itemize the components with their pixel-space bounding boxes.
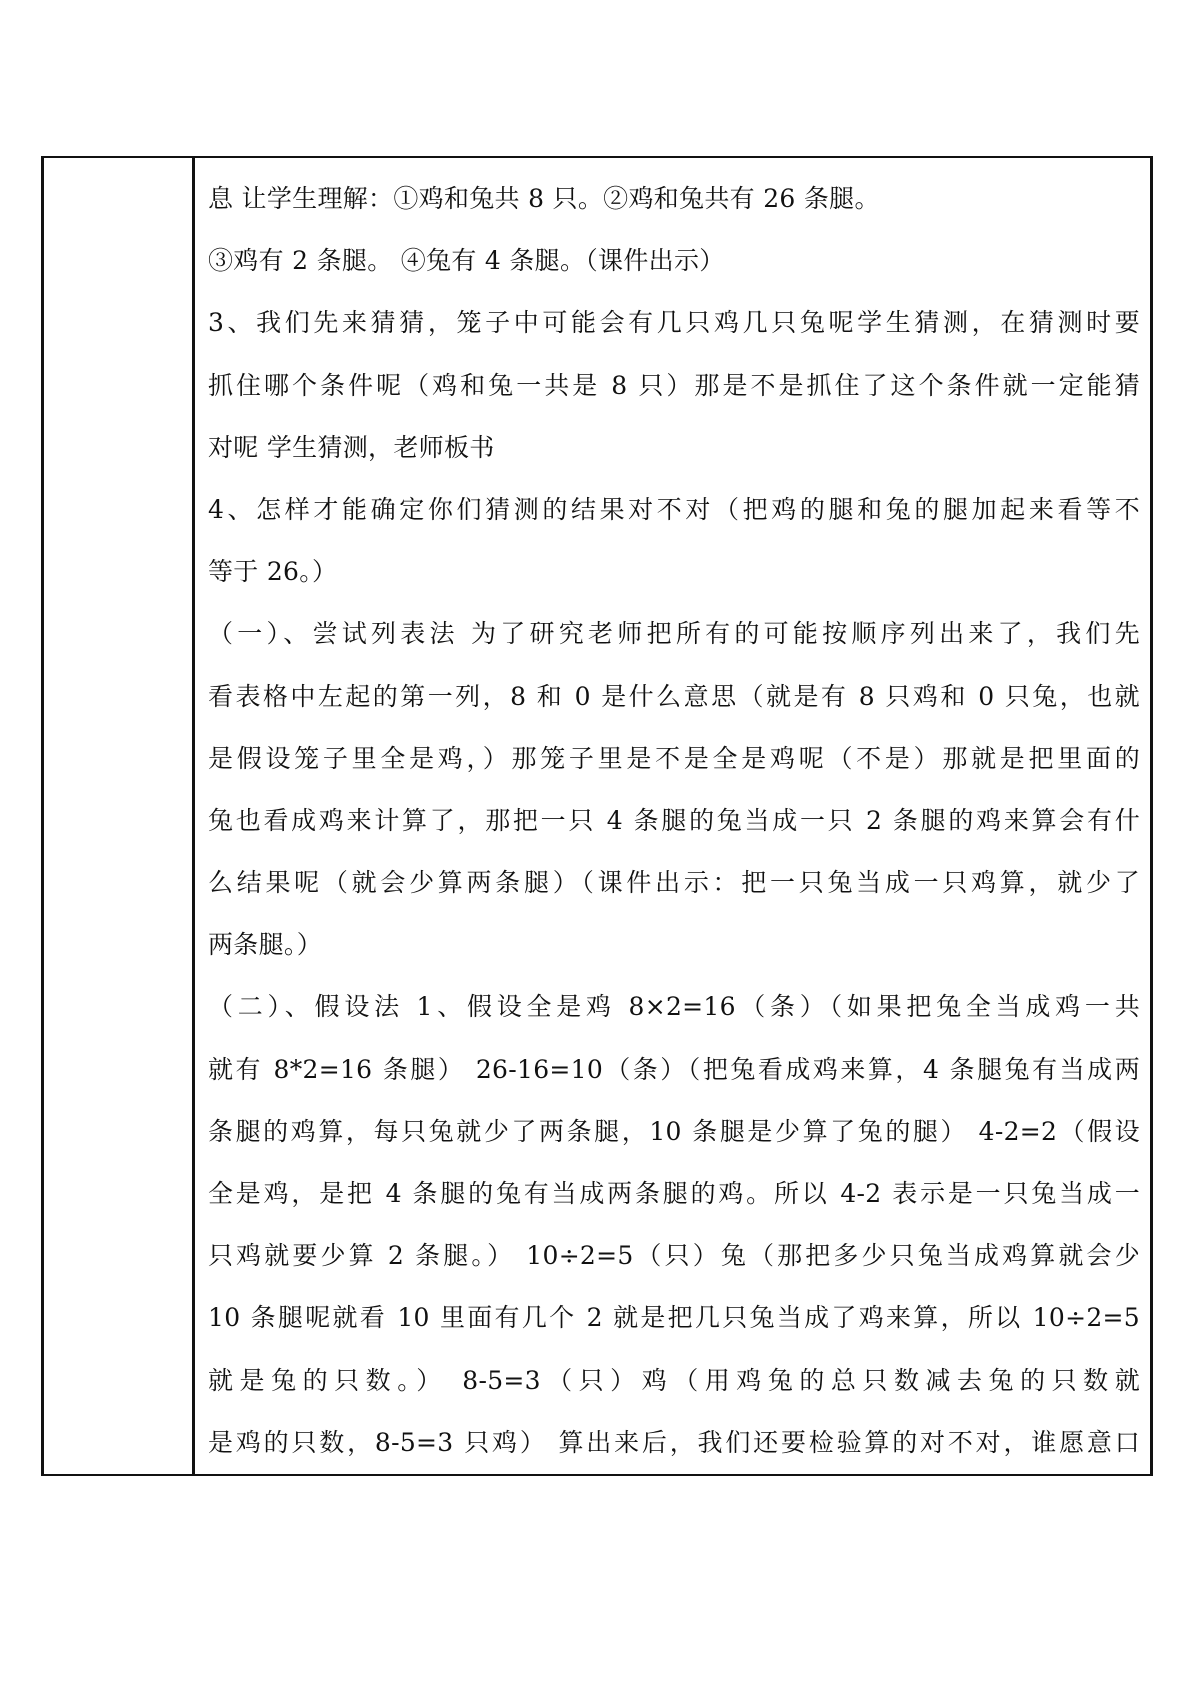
text-line-9: 看表格中左起的第一列，8 和 0 是什么意思（就是有 8 只鸡和 0 只兔，也就 bbox=[208, 681, 1140, 711]
table-row bbox=[43, 157, 1152, 1475]
text-line-5: 对呢 学生猜测，老师板书 bbox=[208, 432, 495, 462]
text-line-18: 只鸡就要少算 2 条腿。） 10÷2=5（只）兔（那把多少只兔当成鸡算就会少 bbox=[208, 1241, 1140, 1271]
text-line-19: 10 条腿呢就看 10 里面有几个 2 就是把几只兔当成了鸡来算，所以 10÷2=5 bbox=[208, 1303, 1140, 1333]
text-line-3: 3、我们先来猜猜，笼子中可能会有几只鸡几只兔呢学生猜测，在猜测时要 bbox=[208, 308, 1140, 338]
lesson-plan-table bbox=[41, 156, 1153, 1476]
left-label-cell bbox=[43, 157, 194, 1475]
text-line-15: 就有 8*2=16 条腿） 26-16=10（条）（把兔看成鸡来算，4 条腿兔有当成两 bbox=[208, 1054, 1140, 1084]
text-line-7: 等于 26。） bbox=[208, 557, 338, 587]
text-line-14: （二）、假设法 1、假设全是鸡 8×2=16（条）（如果把兔全当成鸡一共 bbox=[208, 992, 1140, 1022]
text-line-20: 就是兔的只数。） 8-5=3（只）鸡（用鸡兔的总只数减去兔的只数就 bbox=[208, 1365, 1140, 1395]
content-cell bbox=[194, 157, 1152, 1475]
text-line-6: 4、怎样才能确定你们猜测的结果对不对（把鸡的腿和兔的腿加起来看等不 bbox=[208, 494, 1140, 524]
text-line-10: 是假设笼子里全是鸡，）那笼子里是不是全是鸡呢（不是）那就是把里面的 bbox=[208, 743, 1140, 773]
text-line-8: （一）、尝试列表法 为了研究老师把所有的可能按顺序列出来了，我们先 bbox=[208, 619, 1140, 649]
text-line-1: 息 让学生理解：①鸡和兔共 8 只。②鸡和兔共有 26 条腿。 bbox=[208, 184, 880, 213]
text-line-2: ③鸡有 2 条腿。 ④兔有 4 条腿。（课件出示） bbox=[208, 246, 725, 276]
text-line-21: 是鸡的只数，8-5=3 只鸡） 算出来后，我们还要检验算的对不对，谁愿意口 bbox=[208, 1427, 1140, 1457]
text-line-16: 条腿的鸡算，每只兔就少了两条腿，10 条腿是少算了兔的腿） 4-2=2（假设 bbox=[208, 1116, 1140, 1146]
text-line-12: 么结果呢（就会少算两条腿）（课件出示：把一只兔当成一只鸡算，就少了 bbox=[208, 868, 1140, 898]
text-line-4: 抓住哪个条件呢（鸡和兔一共是 8 只）那是不是抓住了这个条件就一定能猜 bbox=[208, 370, 1140, 400]
text-line-11: 兔也看成鸡来计算了，那把一只 4 条腿的兔当成一只 2 条腿的鸡来算会有什 bbox=[208, 805, 1140, 835]
text-line-13: 两条腿。） bbox=[208, 930, 323, 960]
text-line-17: 全是鸡，是把 4 条腿的兔有当成两条腿的鸡。所以 4-2 表示是一只兔当成一 bbox=[208, 1179, 1140, 1208]
